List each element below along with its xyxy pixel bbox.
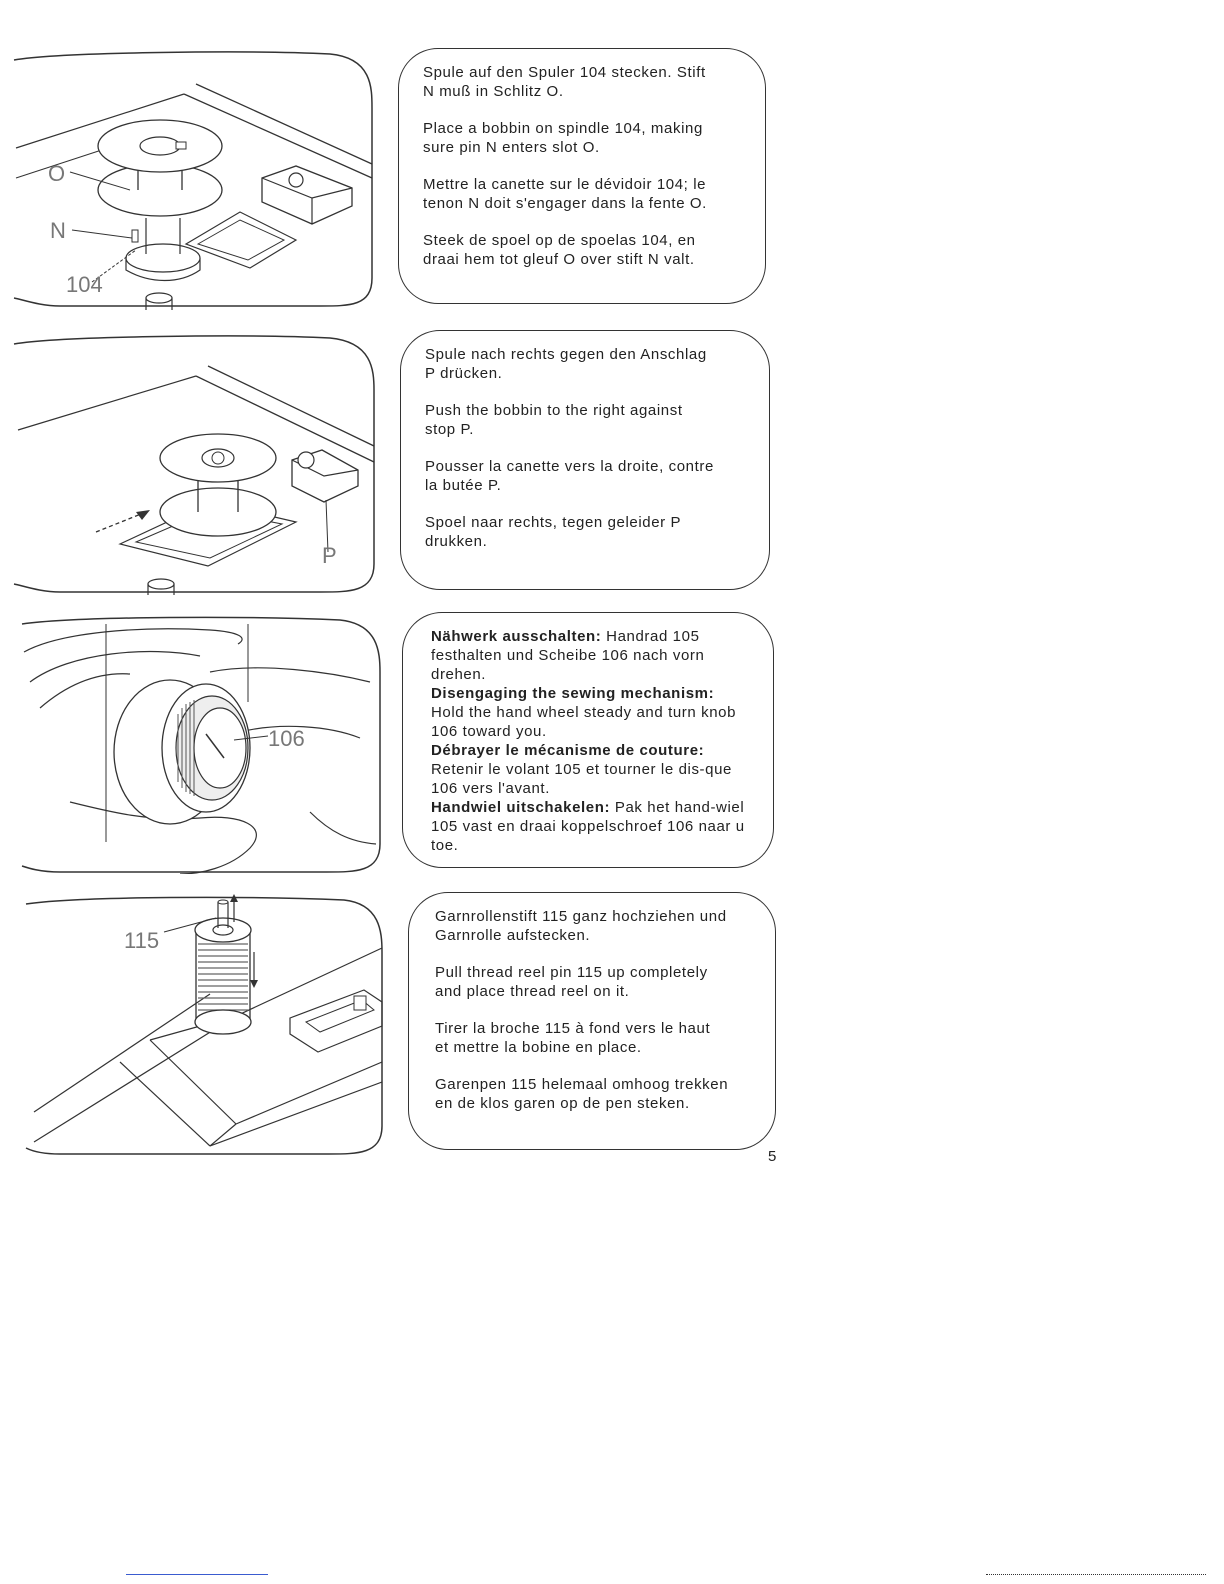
illustration-hand-wheel	[0, 612, 392, 874]
paragraph-en: Push the bobbin to the right against stop P.	[425, 402, 683, 438]
callout-106: 106	[268, 726, 305, 751]
illustration-bobbin-push	[0, 330, 392, 595]
section-de	[431, 627, 751, 684]
callout-o: O	[48, 161, 66, 186]
heading-fr: Débrayer le mécanisme de couture:	[431, 742, 705, 759]
paragraph-en: Pull thread reel pin 115 up completely and place thread reel on it.	[435, 964, 708, 1000]
callout-115: 115	[124, 928, 160, 953]
paragraph-fr: Mettre la canette sur le dévidoir 104; le tenon N doit s'engager dans la fente O.	[423, 176, 707, 212]
paragraph-fr: Tirer la broche 115 à fond vers le haut et mettre la bobine en place.	[435, 1020, 711, 1056]
text-en: Hold the hand wheel steady and turn knob 106 toward you.	[431, 704, 737, 740]
paragraph-de: Garnrollenstift 115 ganz hochziehen und Garnrolle aufstecken.	[435, 908, 727, 944]
callout-p: P	[322, 543, 337, 568]
callout-n: N	[50, 218, 66, 243]
footer-rule-right	[986, 1574, 1206, 1575]
paragraph-nl: Spoel naar rechts, tegen geleider P drukken.	[425, 514, 682, 550]
paragraph-nl: Garenpen 115 helemaal omhoog trekken en de klos garen op de pen steken.	[435, 1076, 729, 1112]
paragraph-de: Spule auf den Spuler 104 stecken. Stift N muß in Schlitz O.	[423, 64, 706, 100]
page-number: 5	[768, 1148, 777, 1165]
instruction-box-2	[400, 330, 770, 590]
paragraph-fr: Pousser la canette vers la droite, contre la butée P.	[425, 458, 714, 494]
illustration-thread-reel	[0, 892, 392, 1160]
text-nl: Pak het hand-wiel 105 vast en draai koppelschroef 106 naar u toe.	[431, 799, 745, 854]
footer-rule-left	[126, 1574, 268, 1575]
paragraph-nl: Steek de spoel op de spoelas 104, en draai hem tot gleuf O over stift N valt.	[423, 232, 696, 268]
section-fr	[431, 741, 751, 798]
heading-en: Disengaging the sewing mechanism:	[431, 685, 715, 702]
heading-nl: Handwiel uitschakelen:	[431, 799, 611, 816]
instruction-box-3	[402, 612, 774, 868]
section-en	[431, 684, 751, 741]
section-nl	[431, 798, 751, 855]
text-de: Handrad 105 festhalten und Scheibe 106 nach vorn drehen.	[431, 628, 705, 683]
instruction-box-1	[398, 48, 766, 304]
instruction-box-4	[408, 892, 776, 1150]
text-fr: Retenir le volant 105 et tourner le dis-que 106 vers l'avant.	[431, 761, 732, 797]
paragraph-de: Spule nach rechts gegen den Anschlag P drücken.	[425, 346, 707, 382]
heading-de: Nähwerk ausschalten:	[431, 628, 602, 645]
illustration-bobbin-spindle	[0, 48, 392, 310]
paragraph-en: Place a bobbin on spindle 104, making sure pin N enters slot O.	[423, 120, 703, 156]
callout-104: 104	[66, 272, 103, 297]
